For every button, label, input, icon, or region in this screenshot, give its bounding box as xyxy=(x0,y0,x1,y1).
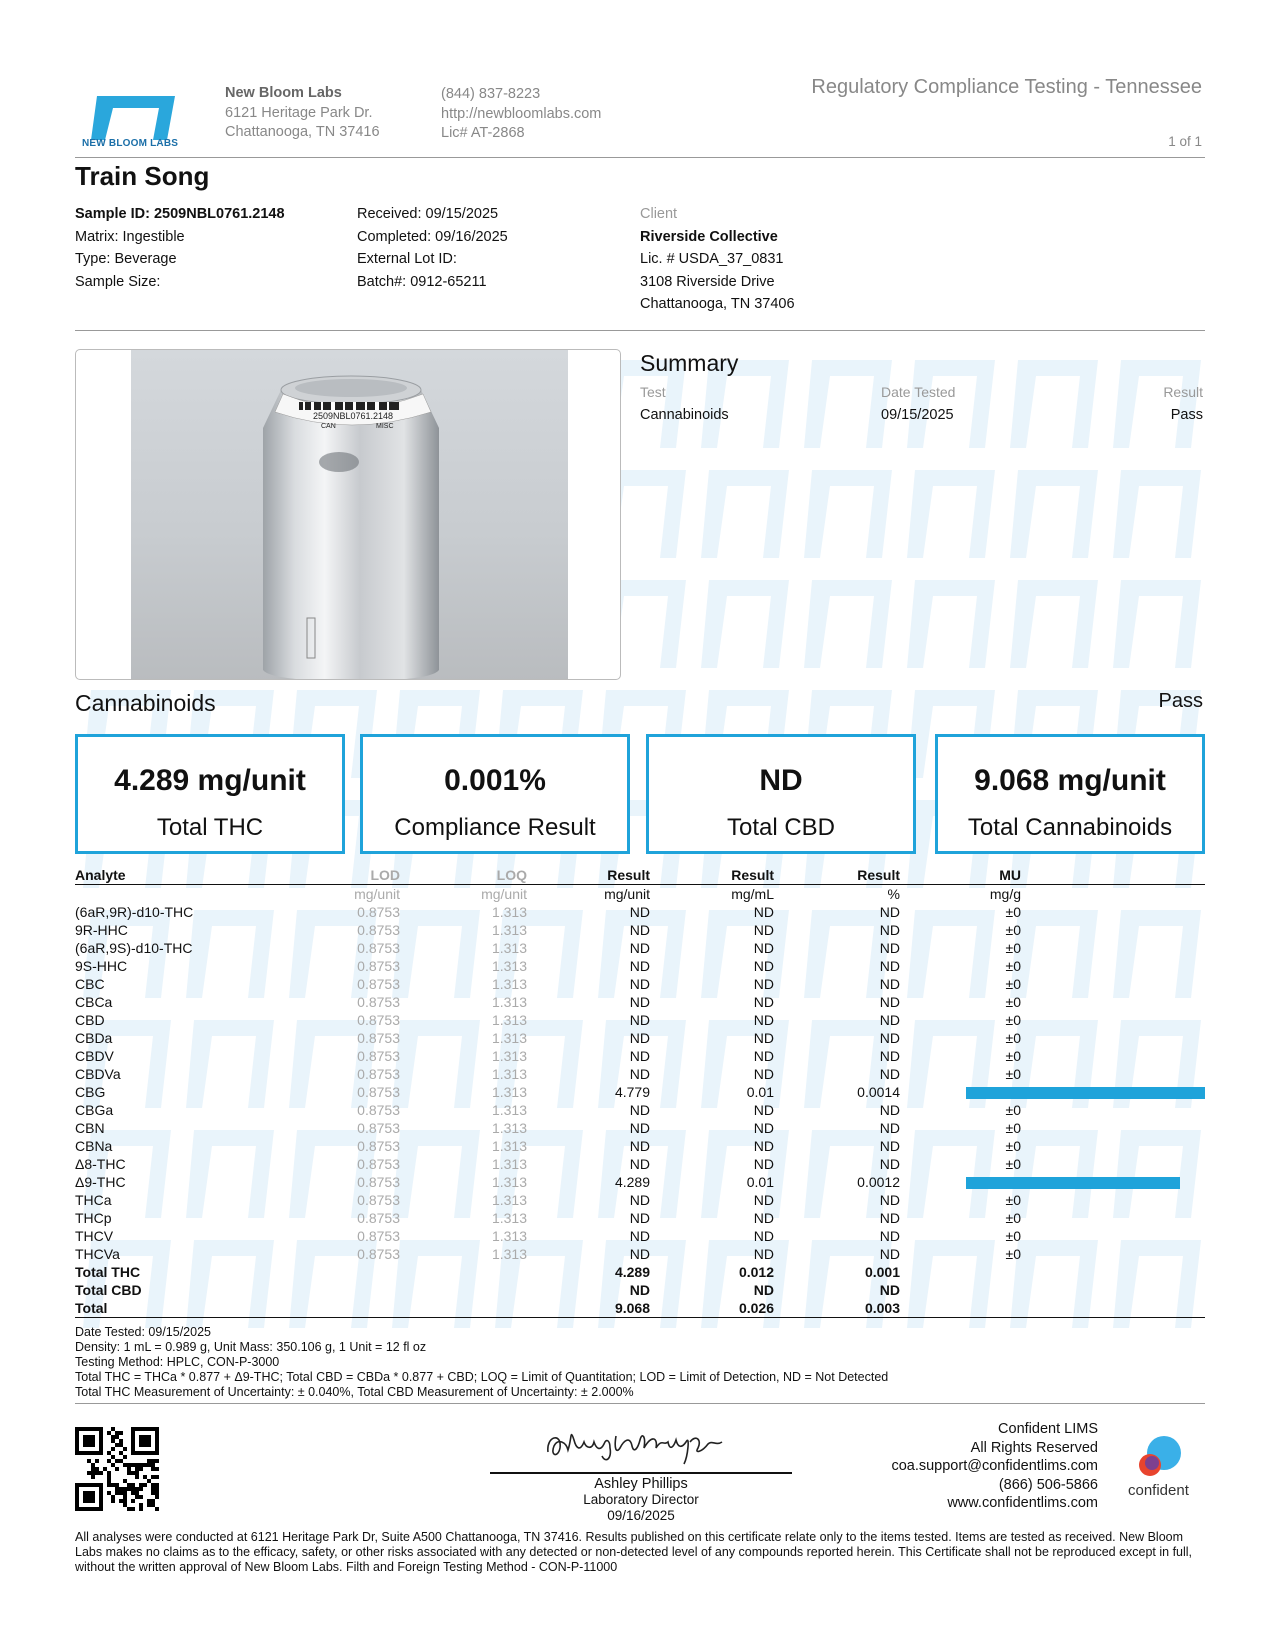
analyte-mu: ±0 xyxy=(1005,922,1021,938)
analyte-result-ml: ND xyxy=(753,958,774,974)
summary-title: Summary xyxy=(640,350,739,376)
unit-mu: mg/g xyxy=(989,886,1021,902)
metric-compliance-result xyxy=(360,734,630,854)
analyte-lod: 0.8753 xyxy=(357,904,400,920)
report-title: Regulatory Compliance Testing - Tennessee xyxy=(811,76,1202,98)
total-result-ml: ND xyxy=(753,1282,774,1298)
analyte-result-ml: ND xyxy=(753,1102,774,1118)
table-row xyxy=(75,1101,1205,1119)
table-row xyxy=(75,975,1205,993)
signoff-date: 09/16/2025 xyxy=(607,1508,675,1523)
footnote-date: Date Tested: 09/15/2025 xyxy=(75,1325,211,1339)
table-body xyxy=(75,903,1205,1263)
analyte-loq: 1.313 xyxy=(491,1084,527,1100)
analyte-mu: ±0 xyxy=(1005,976,1021,992)
table-row xyxy=(75,1173,1205,1191)
analyte-result-ml: ND xyxy=(753,922,774,938)
table-row xyxy=(75,1011,1205,1029)
metric-value: ND xyxy=(759,764,803,797)
header-result-pct: Result xyxy=(857,867,900,883)
table-header xyxy=(75,866,1205,884)
analyte-mu: ±0 xyxy=(1005,1138,1021,1154)
table-row xyxy=(75,921,1205,939)
lims-email[interactable]: coa.support@confidentlims.com xyxy=(891,1458,1098,1474)
client-address-1: 3108 Riverside Drive xyxy=(640,273,775,290)
client-name: Riverside Collective xyxy=(640,228,778,245)
analyte-lod: 0.8753 xyxy=(357,1156,400,1172)
results-table xyxy=(75,866,1205,1318)
total-result-unit: 4.289 xyxy=(614,1264,650,1280)
analyte-loq: 1.313 xyxy=(491,1174,527,1190)
analyte-loq: 1.313 xyxy=(491,904,527,920)
sample-info xyxy=(75,203,285,293)
lab-address-2: Chattanooga, TN 37416 xyxy=(225,124,380,140)
analyte-result-ml: ND xyxy=(753,1210,774,1226)
analyte-mu: ±0 xyxy=(1005,1246,1021,1262)
analyte-lod: 0.8753 xyxy=(357,1174,400,1190)
total-result-pct: 0.001 xyxy=(864,1264,900,1280)
analyte-name: CBDVa xyxy=(75,1066,121,1082)
cannabinoids-title: Cannabinoids xyxy=(75,690,216,716)
completed-date: Completed: 09/16/2025 xyxy=(357,228,508,245)
analyte-name: (6aR,9S)-d10-THC xyxy=(75,940,193,956)
analyte-result-pct: ND xyxy=(879,1156,900,1172)
can-label-sub-left: CAN xyxy=(321,423,336,430)
analyte-lod: 0.8753 xyxy=(357,994,400,1010)
analyte-mu: ±0 xyxy=(1005,1192,1021,1208)
analyte-result-unit: ND xyxy=(629,1228,650,1244)
analyte-lod: 0.8753 xyxy=(357,1210,400,1226)
analyte-result-pct: ND xyxy=(879,940,900,956)
analyte-lod: 0.8753 xyxy=(357,976,400,992)
aluminum-can-image xyxy=(131,350,568,680)
external-lot-id: External Lot ID: xyxy=(357,251,457,267)
sample-type: Type: Beverage xyxy=(75,251,177,267)
analyte-result-unit: ND xyxy=(629,958,650,974)
analyte-result-ml: ND xyxy=(753,1012,774,1028)
sample-photo xyxy=(75,349,621,680)
analyte-loq: 1.313 xyxy=(491,1048,527,1064)
analyte-result-ml: 0.01 xyxy=(746,1084,774,1100)
analyte-lod: 0.8753 xyxy=(357,958,400,974)
analyte-loq: 1.313 xyxy=(491,1156,527,1172)
analyte-name: THCV xyxy=(75,1228,114,1244)
total-row xyxy=(75,1263,1205,1281)
analyte-result-pct: ND xyxy=(879,1066,900,1082)
analyte-loq: 1.313 xyxy=(491,994,527,1010)
analyte-result-unit: ND xyxy=(629,1066,650,1082)
analyte-mu: ±0 xyxy=(1005,1102,1021,1118)
analyte-result-pct: ND xyxy=(879,958,900,974)
analyte-name: Δ9-THC xyxy=(75,1174,126,1190)
metric-label: Compliance Result xyxy=(394,814,596,841)
analyte-lod: 0.8753 xyxy=(357,922,400,938)
metric-total-thc xyxy=(75,734,345,854)
analyte-loq: 1.313 xyxy=(491,1210,527,1226)
barcode-icon xyxy=(299,402,399,410)
header-mu: MU xyxy=(999,867,1021,883)
analyte-result-ml: ND xyxy=(753,1192,774,1208)
analyte-result-unit: ND xyxy=(629,1192,650,1208)
unit-result-unit: mg/unit xyxy=(604,886,650,902)
total-result-ml: 0.026 xyxy=(738,1300,774,1316)
result-bar xyxy=(966,1087,1205,1099)
table-row xyxy=(75,1137,1205,1155)
analyte-result-pct: ND xyxy=(879,1228,900,1244)
analyte-result-ml: ND xyxy=(753,1120,774,1136)
metric-label: Total CBD xyxy=(726,814,836,841)
analyte-result-pct: ND xyxy=(879,1246,900,1262)
analyte-loq: 1.313 xyxy=(491,1246,527,1262)
metric-value: 9.068 mg/unit xyxy=(974,764,1166,797)
analyte-name: CBGa xyxy=(75,1102,114,1118)
can-label-sub-right: MISC xyxy=(376,423,394,430)
analyte-result-ml: ND xyxy=(753,1048,774,1064)
analyte-lod: 0.8753 xyxy=(357,1066,400,1082)
total-row xyxy=(75,1281,1205,1299)
analyte-name: (6aR,9R)-d10-THC xyxy=(75,904,194,920)
analyte-result-unit: ND xyxy=(629,1156,650,1172)
analyte-lod: 0.8753 xyxy=(357,1192,400,1208)
total-row xyxy=(75,1299,1205,1317)
analyte-result-pct: ND xyxy=(879,1102,900,1118)
analyte-loq: 1.313 xyxy=(491,1120,527,1136)
analyte-result-pct: ND xyxy=(879,1030,900,1046)
lab-address-1: 6121 Heritage Park Dr. xyxy=(225,104,373,121)
analyte-result-ml: ND xyxy=(753,1156,774,1172)
analyte-loq: 1.313 xyxy=(491,1192,527,1208)
header-loq: LOQ xyxy=(496,867,527,883)
analyte-name: 9R-HHC xyxy=(75,922,128,938)
summary-header-date: Date Tested xyxy=(881,384,956,400)
analyte-loq: 1.313 xyxy=(491,1228,527,1244)
analyte-loq: 1.313 xyxy=(491,1012,527,1028)
analyte-result-ml: ND xyxy=(753,1138,774,1154)
analyte-mu: ±0 xyxy=(1005,1228,1021,1244)
analyte-mu: ±0 xyxy=(1005,1156,1021,1172)
lab-info xyxy=(225,84,380,143)
header-divider xyxy=(75,157,1205,158)
analyte-result-unit: 4.779 xyxy=(614,1084,650,1100)
analyte-result-unit: ND xyxy=(629,1012,650,1028)
client-address-2: Chattanooga, TN 37406 xyxy=(640,296,795,312)
analyte-result-unit: ND xyxy=(629,994,650,1010)
footer-divider xyxy=(75,1403,1205,1404)
page-number: 1 of 1 xyxy=(1168,134,1202,149)
analyte-mu: ±0 xyxy=(1005,940,1021,956)
table-row xyxy=(75,1209,1205,1227)
confident-logo-icon xyxy=(1128,1433,1190,1483)
analyte-result-pct: ND xyxy=(879,1210,900,1226)
footnote-method: Testing Method: HPLC, CON-P-3000 xyxy=(75,1355,280,1369)
lims-rights: All Rights Reserved xyxy=(970,1439,1098,1456)
analyte-name: CBN xyxy=(75,1120,105,1136)
analyte-result-pct: ND xyxy=(879,976,900,992)
signoff-block xyxy=(490,1476,792,1524)
analyte-name: CBCa xyxy=(75,994,113,1010)
analyte-lod: 0.8753 xyxy=(357,1102,400,1118)
total-result-pct: 0.003 xyxy=(864,1300,900,1316)
analyte-mu: ±0 xyxy=(1005,994,1021,1010)
header-result-unit: Result xyxy=(607,867,650,883)
footnotes xyxy=(75,1325,888,1400)
analyte-name: THCa xyxy=(75,1192,112,1208)
signer-title: Laboratory Director xyxy=(583,1492,699,1507)
metric-value: 0.001% xyxy=(444,764,546,797)
lims-info xyxy=(891,1420,1098,1513)
sample-dates xyxy=(357,203,508,293)
analyte-name: CBG xyxy=(75,1084,106,1100)
product-title: Train Song xyxy=(75,161,210,191)
table-bottom-rule xyxy=(75,1317,1205,1318)
analyte-lod: 0.8753 xyxy=(357,1246,400,1262)
table-row xyxy=(75,957,1205,975)
table-row xyxy=(75,1029,1205,1047)
summary-date: 09/15/2025 xyxy=(881,407,954,423)
analyte-result-ml: ND xyxy=(753,1246,774,1262)
table-row xyxy=(75,1227,1205,1245)
lims-name: Confident LIMS xyxy=(998,1421,1098,1437)
sample-matrix: Matrix: Ingestible xyxy=(75,228,185,245)
analyte-result-pct: ND xyxy=(879,1012,900,1028)
analyte-name: CBC xyxy=(75,976,105,992)
client-license: Lic. # USDA_37_0831 xyxy=(640,251,784,267)
total-name: Total CBD xyxy=(75,1282,142,1298)
unit-lod: mg/unit xyxy=(354,886,400,902)
sample-id: Sample ID: 2509NBL0761.2148 xyxy=(75,206,285,222)
total-name: Total THC xyxy=(75,1264,141,1280)
analyte-result-pct: ND xyxy=(879,1192,900,1208)
analyte-result-unit: 4.289 xyxy=(614,1174,650,1190)
signer-name: Ashley Phillips xyxy=(594,1476,688,1492)
analyte-mu: ±0 xyxy=(1005,1012,1021,1028)
analyte-name: CBD xyxy=(75,1012,105,1028)
analyte-loq: 1.313 xyxy=(491,1102,527,1118)
analyte-result-unit: ND xyxy=(629,976,650,992)
table-units xyxy=(75,885,1205,903)
analyte-name: THCp xyxy=(75,1210,112,1226)
table-totals xyxy=(75,1263,1205,1317)
metric-total-cannabinoids xyxy=(935,734,1205,854)
confident-logo-text: confident xyxy=(1128,1482,1189,1499)
analyte-result-ml: ND xyxy=(753,1030,774,1046)
metric-value: 4.289 mg/unit xyxy=(114,764,306,797)
analyte-result-unit: ND xyxy=(629,1102,650,1118)
analyte-result-ml: ND xyxy=(753,904,774,920)
table-row xyxy=(75,993,1205,1011)
info-divider xyxy=(75,330,1205,331)
header-lod: LOD xyxy=(370,867,400,883)
total-result-unit: 9.068 xyxy=(614,1300,650,1316)
analyte-result-unit: ND xyxy=(629,1138,650,1154)
analyte-result-unit: ND xyxy=(629,1246,650,1262)
qr-code-icon[interactable] xyxy=(75,1427,159,1511)
total-result-unit: ND xyxy=(629,1282,650,1298)
unit-loq: mg/unit xyxy=(481,886,527,902)
analyte-lod: 0.8753 xyxy=(357,1138,400,1154)
signature-icon xyxy=(540,1418,740,1468)
analyte-lod: 0.8753 xyxy=(357,1048,400,1064)
analyte-mu: ±0 xyxy=(1005,1066,1021,1082)
client-info xyxy=(640,203,795,316)
metric-label: Total Cannabinoids xyxy=(967,814,1173,841)
lab-contact xyxy=(441,85,601,144)
table-row xyxy=(75,903,1205,921)
analyte-mu: ±0 xyxy=(1005,958,1021,974)
analyte-mu: ±0 xyxy=(1005,1030,1021,1046)
analyte-result-unit: ND xyxy=(629,904,650,920)
analyte-loq: 1.313 xyxy=(491,940,527,956)
analyte-result-pct: ND xyxy=(879,1138,900,1154)
analyte-mu: ±0 xyxy=(1005,1120,1021,1136)
header-result-ml: Result xyxy=(731,867,774,883)
analyte-result-ml: ND xyxy=(753,1066,774,1082)
cannabinoids-status: Pass xyxy=(1158,690,1203,712)
footnote-density: Density: 1 mL = 0.989 g, Unit Mass: 350.106 g, 1 Unit = 12 fl oz xyxy=(75,1340,427,1354)
analyte-result-pct: ND xyxy=(879,1048,900,1064)
analyte-name: 9S-HHC xyxy=(75,958,128,974)
table-row xyxy=(75,1155,1205,1173)
analyte-result-pct: 0.0012 xyxy=(857,1174,900,1190)
analyte-lod: 0.8753 xyxy=(357,1012,400,1028)
total-result-pct: ND xyxy=(879,1282,900,1298)
lims-phone: (866) 506-5866 xyxy=(998,1476,1098,1493)
analyte-result-pct: ND xyxy=(879,1120,900,1136)
analyte-lod: 0.8753 xyxy=(357,1030,400,1046)
analyte-lod: 0.8753 xyxy=(357,1228,400,1244)
analyte-result-ml: ND xyxy=(753,976,774,992)
table-row xyxy=(75,1119,1205,1137)
analyte-result-pct: ND xyxy=(879,904,900,920)
analyte-result-unit: ND xyxy=(629,1210,650,1226)
analyte-result-unit: ND xyxy=(629,1120,650,1136)
lims-website[interactable]: www.confidentlims.com xyxy=(947,1495,1098,1511)
batch-number: Batch#: 0912-65211 xyxy=(357,273,487,290)
analyte-loq: 1.313 xyxy=(491,1138,527,1154)
analyte-name: CBDa xyxy=(75,1030,113,1046)
analyte-name: THCVa xyxy=(75,1246,120,1262)
lab-website[interactable]: http://newbloomlabs.com xyxy=(441,105,602,122)
analyte-name: CBDV xyxy=(75,1048,114,1064)
analyte-result-unit: ND xyxy=(629,1030,650,1046)
analyte-lod: 0.8753 xyxy=(357,1120,400,1136)
signature-line xyxy=(490,1472,792,1474)
total-name: Total xyxy=(75,1300,108,1316)
analyte-loq: 1.313 xyxy=(491,1030,527,1046)
analyte-result-ml: ND xyxy=(753,1228,774,1244)
metric-label: Total THC xyxy=(156,814,264,841)
summary-test: Cannabinoids xyxy=(640,407,729,423)
analyte-result-unit: ND xyxy=(629,940,650,956)
analyte-lod: 0.8753 xyxy=(357,1084,400,1100)
total-result-ml: 0.012 xyxy=(738,1264,774,1280)
unit-result-ml: mg/mL xyxy=(731,886,774,902)
summary-header-result: Result xyxy=(1163,384,1203,400)
analyte-result-pct: ND xyxy=(879,994,900,1010)
lab-name: New Bloom Labs xyxy=(225,85,342,101)
analyte-name: CBNa xyxy=(75,1138,113,1154)
analyte-result-pct: ND xyxy=(879,922,900,938)
analyte-mu: ±0 xyxy=(1005,1048,1021,1064)
sample-size: Sample Size: xyxy=(75,273,161,290)
table-row xyxy=(75,939,1205,957)
analyte-result-unit: ND xyxy=(629,922,650,938)
analyte-result-unit: ND xyxy=(629,1048,650,1064)
logo-text: NEW BLOOM LABS xyxy=(82,138,179,149)
table-row xyxy=(75,1191,1205,1209)
table-row xyxy=(75,1047,1205,1065)
summary-result: Pass xyxy=(1170,407,1203,423)
header-analyte: Analyte xyxy=(75,867,126,883)
analyte-result-pct: 0.0014 xyxy=(857,1084,900,1100)
analyte-result-ml: 0.01 xyxy=(746,1174,774,1190)
lab-phone: (844) 837-8223 xyxy=(441,86,541,102)
can-label-text: 2509NBL0761.2148 xyxy=(312,411,394,421)
analyte-result-ml: ND xyxy=(753,940,774,956)
result-bar xyxy=(966,1177,1180,1189)
metric-total-cbd xyxy=(646,734,916,854)
client-label: Client xyxy=(640,206,678,222)
analyte-mu: ±0 xyxy=(1005,904,1021,920)
footnote-uncertainty: Total THC Measurement of Uncertainty: ± 0.040%, Total CBD Measurement of Uncertainty: ± 2.000% xyxy=(75,1385,634,1399)
analyte-lod: 0.8753 xyxy=(357,940,400,956)
table-row xyxy=(75,1065,1205,1083)
unit-result-pct: % xyxy=(887,886,900,902)
analyte-mu: ±0 xyxy=(1005,1210,1021,1226)
photo-background xyxy=(131,350,568,680)
analyte-loq: 1.313 xyxy=(491,976,527,992)
disclaimer: All analyses were conducted at 6121 Heritage Park Dr, Suite A500 Chattanooga, TN 37416. Results published on this certificate relate only to the items tested. Items are tested as received. New Bloom Labs makes no claims as to the efficacy, safety, or other risks associated with any detected or non-detected level of any compounds reported herein. This Certificate shall not be reproduced except in full, without the written approval of New Bloom Labs. Filth and Foreign Testing Method - CON-P-11000 xyxy=(75,1530,1193,1574)
summary-header-test: Test xyxy=(640,384,666,400)
table-row xyxy=(75,1245,1205,1263)
footnote-formula: Total THC = THCa * 0.877 + Δ9-THC; Total CBD = CBDa * 0.877 + CBD; LOQ = Limit of Quantitation; LOD = Limit of Detection, ND = Not Detected xyxy=(75,1370,889,1384)
table-row xyxy=(75,1083,1205,1101)
analyte-loq: 1.313 xyxy=(491,1066,527,1082)
analyte-loq: 1.313 xyxy=(491,922,527,938)
lab-license: Lic# AT-2868 xyxy=(441,125,525,141)
analyte-result-ml: ND xyxy=(753,994,774,1010)
received-date: Received: 09/15/2025 xyxy=(357,206,499,222)
analyte-name: Δ8-THC xyxy=(75,1156,126,1172)
analyte-loq: 1.313 xyxy=(491,958,527,974)
